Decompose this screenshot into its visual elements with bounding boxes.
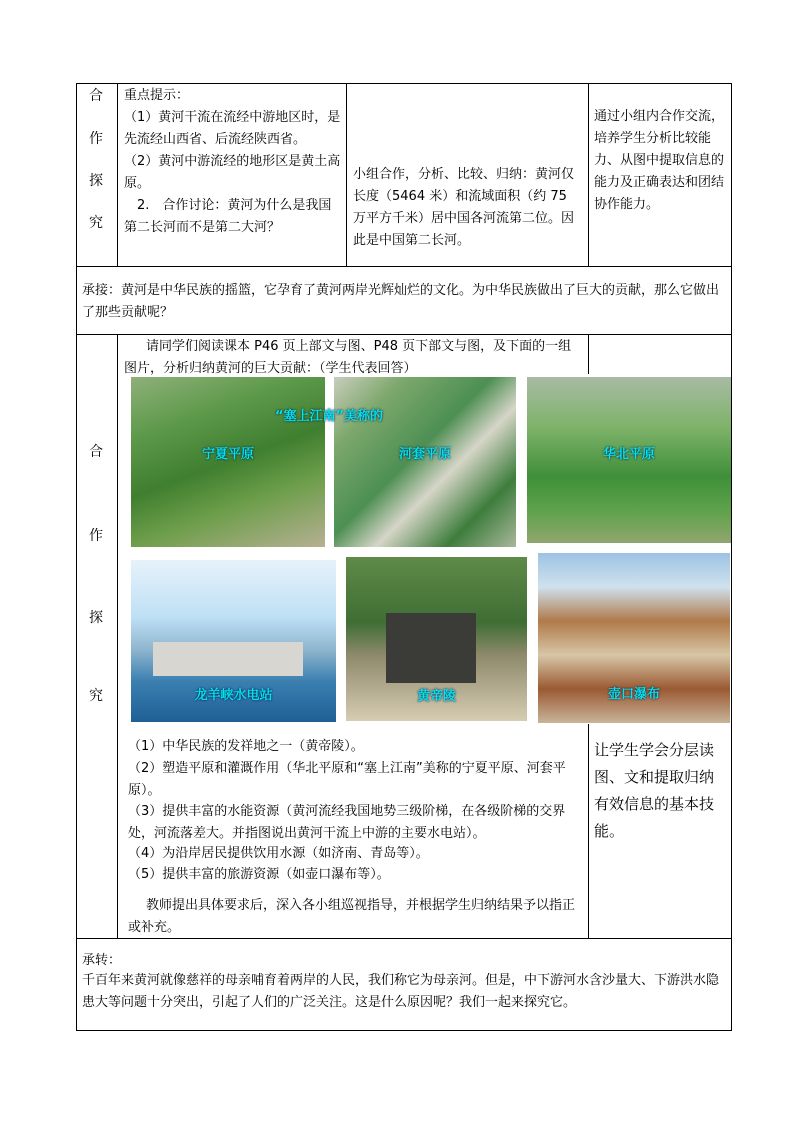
contribution-item: （2）塑造平原和灌溉作用（华北平原和“塞上江南”美称的宁夏平原、河套平原）。 <box>128 761 566 798</box>
section-title-char: 究 <box>89 215 103 231</box>
photo-hukou-waterfall <box>538 553 730 723</box>
photo-caption: 龙羊峡水电站 <box>194 688 273 703</box>
tips-heading: 重点提示： <box>124 88 190 103</box>
row-divider <box>76 266 732 267</box>
tip-item: 2. 合作讨论：黄河为什么是我国第二长河而不是第二大河？ <box>124 198 332 235</box>
photo-ningxia-plain <box>131 377 325 547</box>
col-divider <box>588 334 589 374</box>
dam-shape <box>153 642 303 676</box>
col-divider <box>588 724 589 938</box>
contribution-item: （4）为沿岸居民提供饮用水源（如济南、青岛等）。 <box>128 846 429 861</box>
photo-caption: 河套平原 <box>398 447 451 462</box>
transition-heading: 承转： <box>82 953 122 968</box>
tip-item: （1）黄河干流在流经中游地区时，是先流经山西省、后流经陕西省。 <box>124 110 341 147</box>
photo-caption: 华北平原 <box>602 447 655 462</box>
section-title-char: 合 <box>89 88 103 104</box>
row-divider <box>76 334 732 335</box>
photo-caption: 宁夏平原 <box>201 447 254 462</box>
section-title-char: 探 <box>89 610 103 626</box>
contribution-item: （3）提供丰富的水能资源（黄河流经我国地势三级阶梯，在各级阶梯的交界处，河流落差大。并指图说出黄河干流上中游的主要水电站）。 <box>128 804 566 841</box>
section-title-char: 探 <box>89 173 103 189</box>
col-divider <box>346 83 347 266</box>
purpose-text: 通过小组内合作交流，培养学生分析比较能力、从图中提取信息的能力及正确表达和团结协作能力。 <box>594 109 725 212</box>
purpose-text: 让学生学会分层读图、文和提取归纳有效信息的基本技能。 <box>594 741 715 840</box>
photo-caption-extra: “塞上江南”美称的 <box>274 409 384 424</box>
contribution-item: （1）中华民族的发祥地之一（黄帝陵）。 <box>128 739 364 754</box>
section-title-char: 究 <box>89 688 103 704</box>
section-title-char: 作 <box>89 528 103 544</box>
transition-text: 千百年来黄河就像慈祥的母亲哺育着两岸的人民，我们称它为母亲河。但是，中下游河水含沙量大、下游洪水隐患大等问题十分突出，引起了人们的广泛关注。这是什么原因呢？我们一起来探究它。 <box>82 973 720 1010</box>
col-divider <box>588 83 589 266</box>
photo-huabei-plain <box>527 377 731 543</box>
photo-caption: 黄帝陵 <box>416 689 456 704</box>
reading-intro: 请同学们阅读课本 P46 页上部文与图、P48 页下部文与图，及下面的一组图片，分析归纳黄河的巨大贡献：（学生代表回答） <box>124 339 572 376</box>
transition-text: 承接：黄河是中华民族的摇篮，它孕育了黄河两岸光辉灿烂的文化。为中华民族做出了巨大的贡献，那么它做出了那些贡献呢？ <box>82 283 720 320</box>
contribution-item: （5）提供丰富的旅游资源（如壶口瀑布等）。 <box>128 867 390 882</box>
student-answer: 小组合作，分析、比较、归纳：黄河仅长度（5464 米）和流域面积（约 75 万平方千米）居中国各河流第二位。因此是中国第二长河。 <box>353 167 575 248</box>
section-title-char: 作 <box>89 131 103 147</box>
tip-item: （2）黄河中游流经的地形区是黄土高原。 <box>124 154 341 191</box>
stele-shape <box>386 613 476 683</box>
photo-caption: 壶口瀑布 <box>607 687 660 702</box>
teacher-note: 教师提出具体要求后，深入各小组巡视指导，并根据学生归纳结果予以指正或补充。 <box>128 898 576 935</box>
photo-hetao-plain <box>274 377 516 547</box>
photo-huangdi-mausoleum <box>346 557 527 721</box>
col-divider <box>117 334 118 938</box>
col-divider <box>117 83 118 266</box>
photo-longyangxia-dam <box>131 560 336 722</box>
section-title-char: 合 <box>89 444 103 460</box>
